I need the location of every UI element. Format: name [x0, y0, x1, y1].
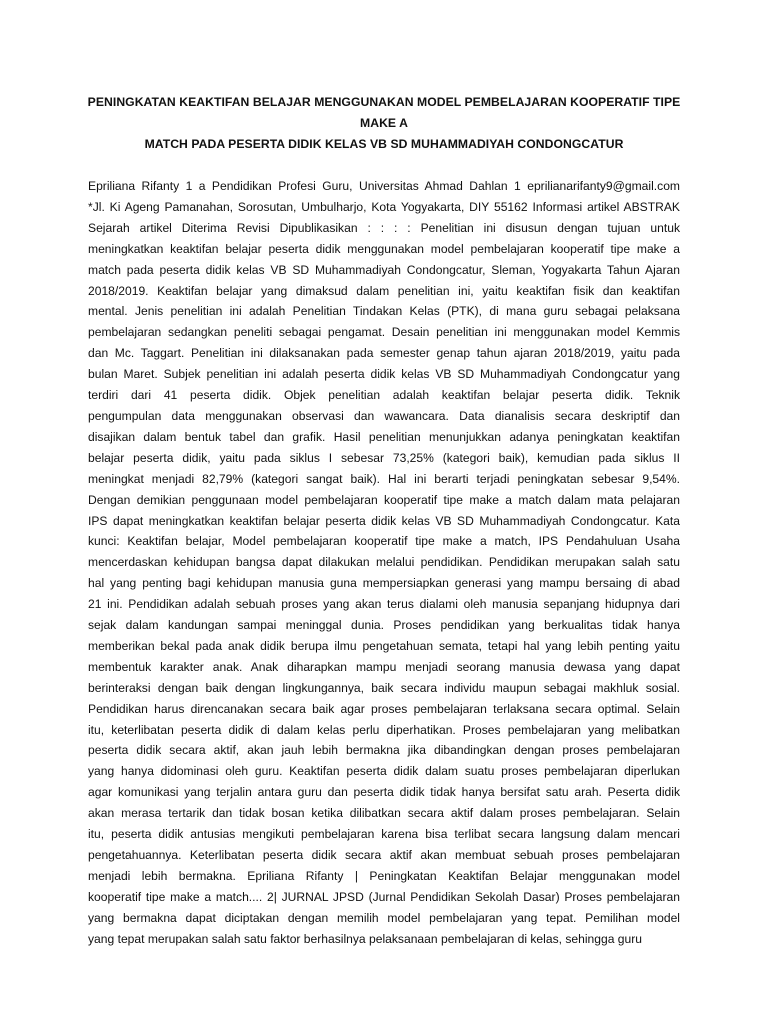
body-line: yang tepat merupakan salah satu faktor berhasilnya pelaksanaan pembelajaran di kelas, sehingga guru: [88, 931, 642, 946]
body-line: pembelajaran sedangkan peneliti sebagai pengamat. Desain penelitian ini menggunakan model Kemmis: [88, 325, 680, 340]
body-line: Dengan demikian penggunaan model pembelajaran kooperatif tipe make a match dalam mata pelajaran: [88, 492, 680, 507]
body-line: Epriliana Rifanty 1 a Pendidikan Profesi Guru, Universitas Ahmad Dahlan 1 eprilianarifanty9@gmail.com: [88, 179, 680, 193]
body-line: peserta didik secara aktif, akan jauh lebih bermakna jika dibandingkan dengan proses pembelajaran: [88, 743, 680, 758]
body-line: berinteraksi dengan baik dengan lingkungannya, baik secara individu maupun sebagai makhluk sosial.: [88, 680, 680, 695]
body-line: bulan Maret. Subjek penelitian ini adalah peserta didik kelas VB SD Muhammadiyah Condongcatur yang: [88, 367, 680, 382]
body-line: akan merasa tertarik dan tidak bosan ketika dilibatkan secara aktif dalam proses pembelajaran. Selain: [88, 806, 680, 821]
body-line: yang bermakna dapat diciptakan dengan memilih model pembelajaran yang tepat. Pemilihan model: [88, 910, 680, 925]
body-line: mental. Jenis penelitian ini adalah Penelitian Tindakan Kelas (PTK), di mana guru sebagai pelaksana: [88, 304, 680, 319]
body-line: belajar peserta didik, yaitu pada siklus I sebesar 73,25% (kategori baik), kemudian pada siklus II: [88, 450, 680, 465]
body-line: terdiri dari 41 peserta didik. Objek penelitian adalah keaktifan belajar peserta didik. Teknik: [88, 388, 680, 403]
body-line: IPS dapat meningkatkan keaktifan belajar peserta didik kelas VB SD Muhammadiyah Condongcatur. Kata: [88, 513, 680, 528]
body-line: hal yang penting bagi kehidupan manusia guna mempersiapkan generasi yang mampu bersaing di abad: [88, 576, 680, 591]
body-line: pengumpulan data menggunakan observasi dan wawancara. Data dianalisis secara deskriptif dan: [88, 408, 680, 423]
body-line: membentuk karakter anak. Anak diharapkan mampu menjadi seorang manusia dewasa yang dapat: [88, 659, 680, 674]
body-line: yang hanya didominasi oleh guru. Keaktifan peserta didik dalam suatu proses pembelajaran diperlukan: [88, 764, 680, 779]
body-line: 21 ini. Pendidikan adalah sebuah proses yang akan terus dialami oleh manusia sepanjang hidupnya dari: [88, 597, 680, 612]
body-line: itu, keterlibatan peserta didik di dalam kelas perlu diperhatikan. Proses pembelajaran yang melibatkan: [88, 722, 680, 737]
body-line: memberikan bekal pada anak didik berupa ilmu pengetahuan semata, tetapi hal yang lebih penting yaitu: [88, 638, 680, 653]
body-line: kunci: Keaktifan belajar, Model pembelajaran kooperatif tipe make a match, IPS Pendahuluan Usaha: [88, 534, 680, 549]
body-line: *Jl. Ki Ageng Pamanahan, Sorosutan, Umbulharjo, Kota Yogyakarta, DIY 55162 Informasi artikel ABSTRAK: [88, 199, 680, 214]
body-line: menjadi lebih bermakna. Epriliana Rifanty | Peningkatan Keaktifan Belajar menggunakan model: [88, 868, 680, 883]
body-line: meningkatkan keaktifan belajar peserta didik menggunakan model pembelajaran kooperatif tipe make a: [88, 241, 680, 256]
body-line: mencerdaskan kehidupan bangsa dapat dilakukan melalui pendidikan. Pendidikan merupakan salah satu: [88, 555, 680, 570]
title-line: MATCH PADA PESERTA DIDIK KELAS VB SD MUHAMMADIYAH CONDONGCATUR: [144, 137, 624, 151]
body-line: kooperatif tipe make a match.... 2| JURNAL JPSD (Jurnal Pendidikan Sekolah Dasar) Proses pembelajaran: [88, 889, 680, 904]
body-line: dan Mc. Taggart. Penelitian ini dilaksanakan pada semester genap tahun ajaran 2018/2019, yaitu pada: [88, 346, 680, 361]
document-body: [88, 176, 680, 950]
body-line: itu, peserta didik antusias mengikuti pembelajaran karena bisa terlibat secara langsung dalam mencari: [88, 827, 680, 842]
title-line: PENINGKATAN KEAKTIFAN BELAJAR MENGGUNAKAN MODEL PEMBELAJARAN KOOPERATIF TIPE MAKE A: [87, 95, 681, 130]
body-line: pengetahuannya. Keterlibatan peserta didik secara aktif akan membuat sebuah proses pembelajaran: [88, 848, 680, 862]
body-line: disajikan dalam bentuk tabel dan grafik. Hasil penelitian menunjukkan adanya peningkatan keaktifan: [88, 429, 680, 444]
body-line: match pada peserta didik kelas VB SD Muhammadiyah Condongcatur, Sleman, Yogyakarta Tahun Ajaran: [88, 262, 680, 277]
body-line: meningkat menjadi 82,79% (kategori sangat baik). Hal ini berarti terjadi peningkatan sebesar 9,54%.: [88, 471, 680, 486]
body-line: agar komunikasi yang terjalin antara guru dan peserta didik tidak hanya bersifat satu arah. Peserta didik: [88, 785, 680, 800]
body-line: Sejarah artikel Diterima Revisi Dipublikasikan : : : : Penelitian ini disusun dengan tujuan untuk: [88, 220, 680, 235]
document-title: [80, 92, 688, 155]
body-line: sejak dalam kandungan sampai meninggal dunia. Proses pendidikan yang berkualitas tidak hanya: [88, 618, 680, 633]
body-line: Pendidikan harus direncanakan secara baik agar proses pembelajaran terlaksana secara optimal. Selain: [88, 701, 680, 716]
body-line: 2018/2019. Keaktifan belajar yang dimaksud dalam penelitian ini, yaitu keaktifan fisik dan keaktifan: [88, 283, 680, 298]
